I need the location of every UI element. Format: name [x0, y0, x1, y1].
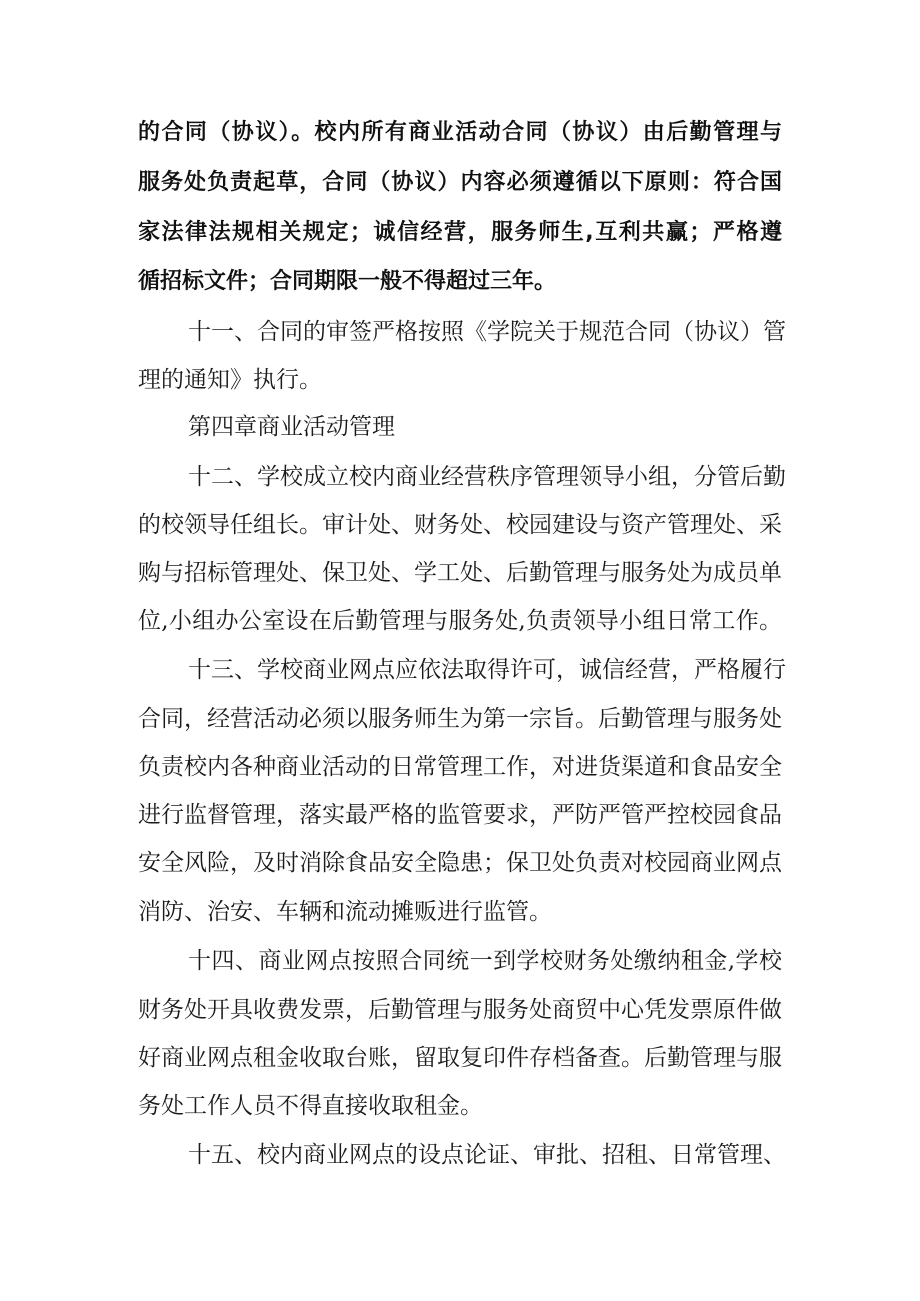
text-line: 购与招标管理处、保卫处、学工处、后勤管理与服务处为成员单 [138, 560, 782, 586]
text-line: 消防、治安、车辆和流动摊贩进行监管。 [138, 899, 552, 925]
text-line: 理的通知》执行。 [138, 367, 322, 393]
text-line: 家法律法规相关规定；诚信经营，服务师生,互利共赢；严格遵 [138, 220, 782, 245]
text-line: 合同，经营活动必须以服务师生为第一宗旨。后勤管理与服务处 [138, 706, 782, 732]
text-line: 务处工作人员不得直接收取租金。 [138, 1093, 483, 1119]
text-line: 的校领导任组长。审计处、财务处、校园建设与资产管理处、采 [138, 512, 782, 538]
text-line: 财务处开具收费发票，后勤管理与服务处商贸中心凭发票原件做 [138, 997, 782, 1023]
text-line: 十三、学校商业网点应依法取得许可，诚信经营，严格履行 [188, 657, 786, 683]
text-line: 负责校内各种商业活动的日常管理工作，对进货渠道和食品安全 [138, 754, 782, 780]
chapter-heading: 第四章商业活动管理 [188, 414, 395, 440]
text-line: 十二、学校成立校内商业经营秩序管理领导小组，分管后勤 [188, 464, 786, 490]
text-line: 进行监督管理，落实最严格的监管要求，严防严管严控校园食品 [138, 802, 782, 828]
text-line: 十五、校内商业网点的设点论证、审批、招租、日常管理、 [188, 1142, 786, 1168]
text-line: 服务处负责起草，合同（协议）内容必须遵循以下原则：符合国 [138, 170, 782, 195]
text-line: 十一、合同的审签严格按照《学院关于规范合同（协议）管 [188, 319, 786, 345]
text-line: 好商业网点租金收取台账，留取复印件存档备查。后勤管理与服 [138, 1045, 782, 1071]
text-line: 的合同（协议）。校内所有商业活动合同（协议）由后勤管理与 [138, 120, 782, 145]
text-line: 安全风险，及时消除食品安全隐患；保卫处负责对校园商业网点 [138, 850, 782, 876]
text-line: 十四、商业网点按照合同统一到学校财务处缴纳租金,学校 [188, 948, 782, 974]
text-line: 位,小组办公室设在后勤管理与服务处,负责领导小组日常工作。 [138, 608, 782, 634]
text-line: 循招标文件；合同期限一般不得超过三年。 [138, 269, 557, 294]
